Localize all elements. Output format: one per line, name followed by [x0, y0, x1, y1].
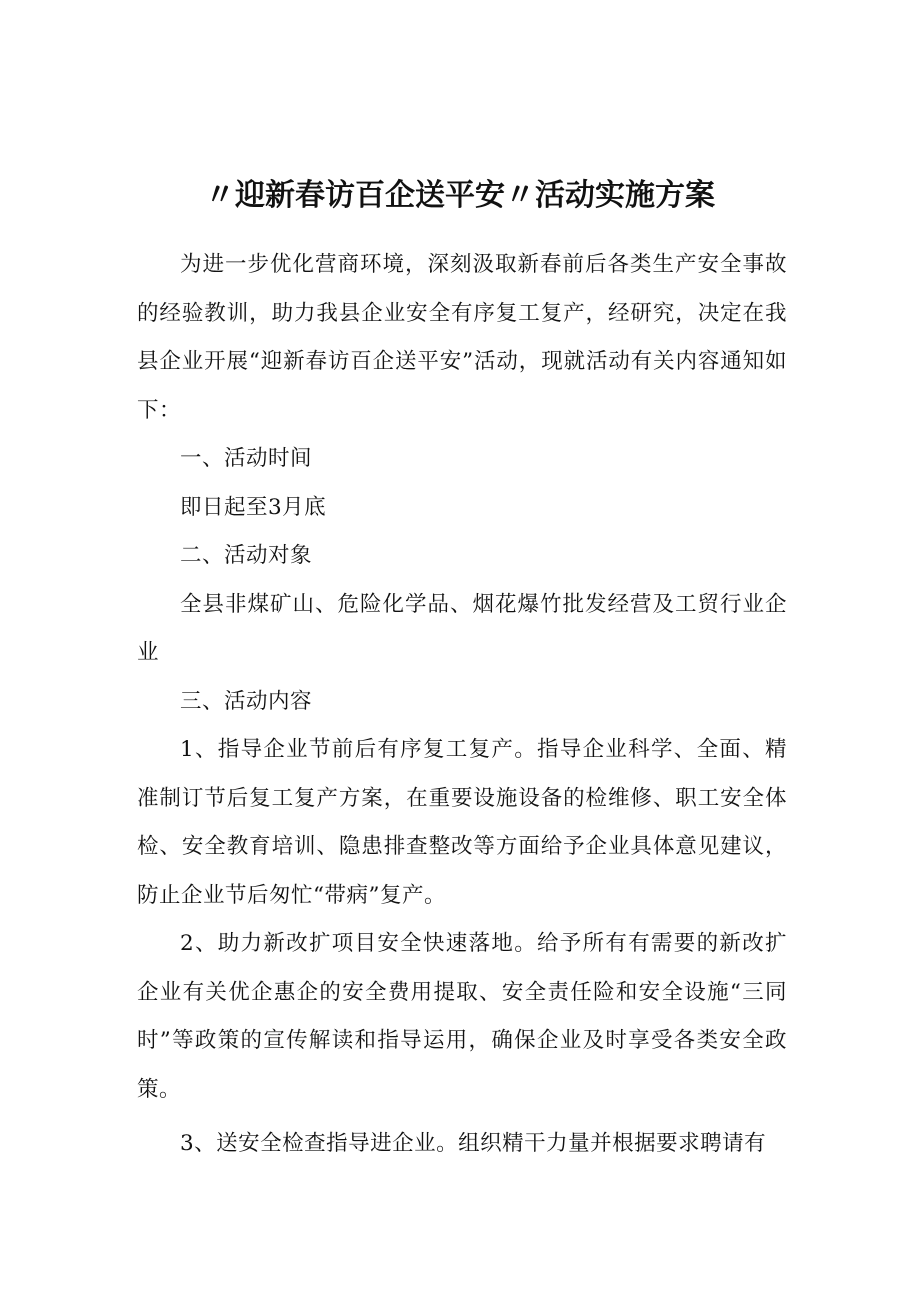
document-body — [137, 241, 787, 1169]
section-heading-time: 一、活动时间 — [180, 446, 313, 471]
section-heading-content: 三、活动内容 — [180, 688, 313, 714]
activity-time-paragraph: 即日起至3月底 — [180, 494, 327, 520]
document-title: 〃迎新春访百企送平安〃活动实施方案 — [205, 178, 715, 213]
content-item-2: 2、助力新改扩项目安全快速落地。给予所有有需要的新改扩企业有关优企惠企的安全费用提取、安全责任险和安全设施“三同时”等政策的宣传解读和指导运用，确保企业及时享受各类安全政策。 — [137, 931, 787, 1102]
activity-target-paragraph: 全县非煤矿山、危险化学品、烟花爆竹批发经营及工贸行业企业 — [137, 591, 787, 665]
intro-paragraph: 为进一步优化营商环境，深刻汲取新春前后各类生产安全事故的经验教训，助力我县企业安全有序复工复产，经研究，决定在我县企业开展“迎新春访百企送平安”活动，现就活动有关内容通知如下： — [137, 252, 787, 423]
content-item-1: 1、指导企业节前后有序复工复产。指导企业科学、全面、精准制订节后复工复产方案，在重要设施设备的检维修、职工安全体检、安全教育培训、隐患排查整改等方面给予企业具体意见建议，防止企业节后匆忙“带病”复产。 — [137, 737, 787, 908]
content-item-3: 3、送安全检查指导进企业。组织精干力量并根据要求聘请有 — [180, 1131, 767, 1156]
section-heading-target: 二、活动对象 — [180, 543, 313, 568]
